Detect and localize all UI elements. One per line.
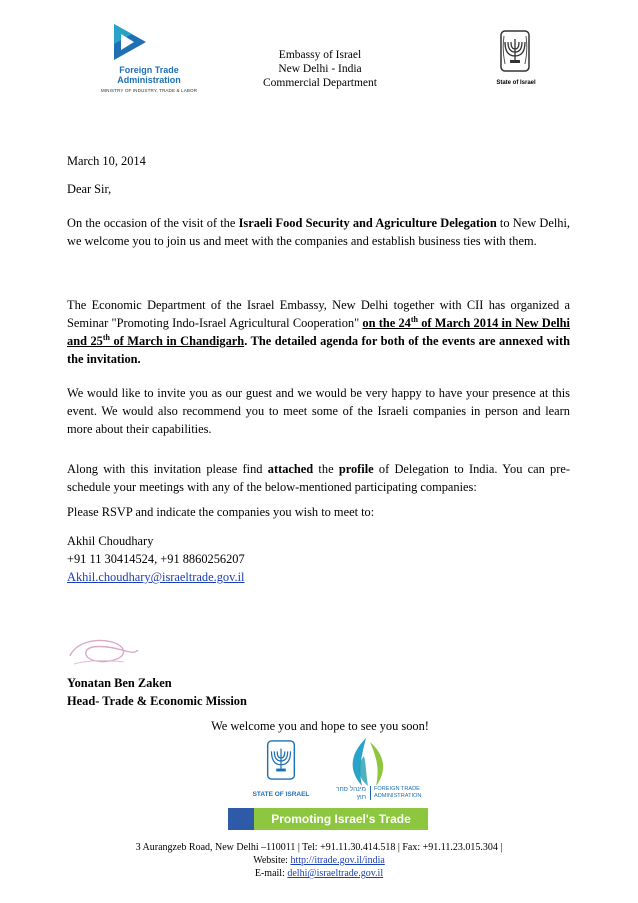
banner-text: Promoting Israel's Trade bbox=[254, 808, 428, 830]
emblem-caption: State of Israel bbox=[496, 80, 536, 86]
state-emblem-small-icon bbox=[266, 740, 296, 780]
state-of-israel-caption: STATE OF ISRAEL bbox=[252, 791, 310, 798]
contact-name: Akhil Choudhary bbox=[67, 534, 154, 548]
banner-blue-block bbox=[228, 808, 254, 830]
footer-website: Website: http://itrade.gov.il/india bbox=[253, 855, 385, 866]
paragraph-3: We would like to invite you as our guest and we would be very happy to have your presence at this event. We would also recommend you to meet some of the Israeli companies in person and learn more about their capabilities. bbox=[67, 386, 570, 436]
rsvp-line: Please RSVP and indicate the companies you wish to meet to: bbox=[67, 505, 375, 519]
promoting-banner bbox=[228, 808, 428, 830]
letterhead-line-1: Embassy of Israel bbox=[278, 49, 362, 61]
paragraph-2: The Economic Department of the Israel Embassy, New Delhi together with CII has organized a Seminar "Promoting Indo-Israel Agricultural Cooperation" on the 24th of March 2014 in New Delhi and 25th of March in Chandigarh. The detailed agenda for both of the events are annexed with the invitation. bbox=[67, 298, 570, 366]
footer-email-link[interactable]: delhi@israeltrade.gov.il bbox=[287, 868, 384, 879]
contact-email-link[interactable]: Akhil.choudhary@israeltrade.gov.il bbox=[67, 570, 245, 584]
fta-logo-line1: Foreign Trade bbox=[119, 65, 179, 75]
letterhead-line-2: New Delhi - India bbox=[278, 63, 362, 75]
letter-date: March 10, 2014 bbox=[67, 154, 146, 168]
letterhead-line-3: Commercial Department bbox=[262, 77, 377, 89]
footer-email: E-mail: delhi@israeltrade.gov.il bbox=[254, 868, 384, 879]
leaf-swirl-icon bbox=[336, 736, 396, 788]
website-link[interactable]: http://itrade.gov.il/india bbox=[290, 855, 385, 866]
contact-phones: +91 11 30414524, +91 8860256207 bbox=[67, 552, 245, 566]
handwritten-signature bbox=[66, 630, 141, 672]
signer-title: Head- Trade & Economic Mission bbox=[67, 694, 247, 708]
closing-line: We welcome you and hope to see you soon! bbox=[211, 719, 429, 733]
fta-english-text: FOREIGN TRADE ADMINISTRATION bbox=[370, 786, 434, 800]
footer bbox=[0, 841, 638, 880]
letterhead-title bbox=[220, 48, 420, 90]
fta-logo-line3: MINISTRY OF INDUSTRY, TRADE & LABOR bbox=[100, 88, 198, 93]
contact-block bbox=[67, 532, 245, 586]
fta-hebrew-text: מינהל סחר חוץ bbox=[335, 786, 366, 801]
event-dates: on the 24th of March 2014 in New Delhi and 25th of March in Chandigarh bbox=[67, 314, 570, 348]
menorah-emblem-icon bbox=[500, 30, 530, 72]
fta-logo bbox=[74, 22, 224, 98]
fta-logo-mark-icon bbox=[110, 22, 150, 62]
paragraph-1: On the occasion of the visit of the Israeli Food Security and Agriculture Delegation to New Delhi, we welcome you to join us and meet with the companies and establish business ties with them. bbox=[67, 216, 571, 248]
salutation: Dear Sir, bbox=[67, 182, 112, 196]
fta-logo-line2: Administration bbox=[117, 75, 181, 85]
signer-block bbox=[67, 674, 247, 710]
footer-address: 3 Aurangzeb Road, New Delhi –110011 | Tel: +91.11.30.414.518 | Fax: +91.11.23.015.304 | bbox=[135, 842, 503, 853]
state-emblem bbox=[486, 30, 546, 90]
promoting-trade-logo bbox=[228, 736, 428, 832]
delegation-name: Israeli Food Security and Agriculture Delegation bbox=[238, 216, 497, 230]
paragraph-4: Along with this invitation please find attached the profile of Delegation to India. You can pre-schedule your meetings with any of the below-mentioned participating companies: bbox=[67, 462, 571, 494]
signer-name: Yonatan Ben Zaken bbox=[67, 676, 172, 690]
